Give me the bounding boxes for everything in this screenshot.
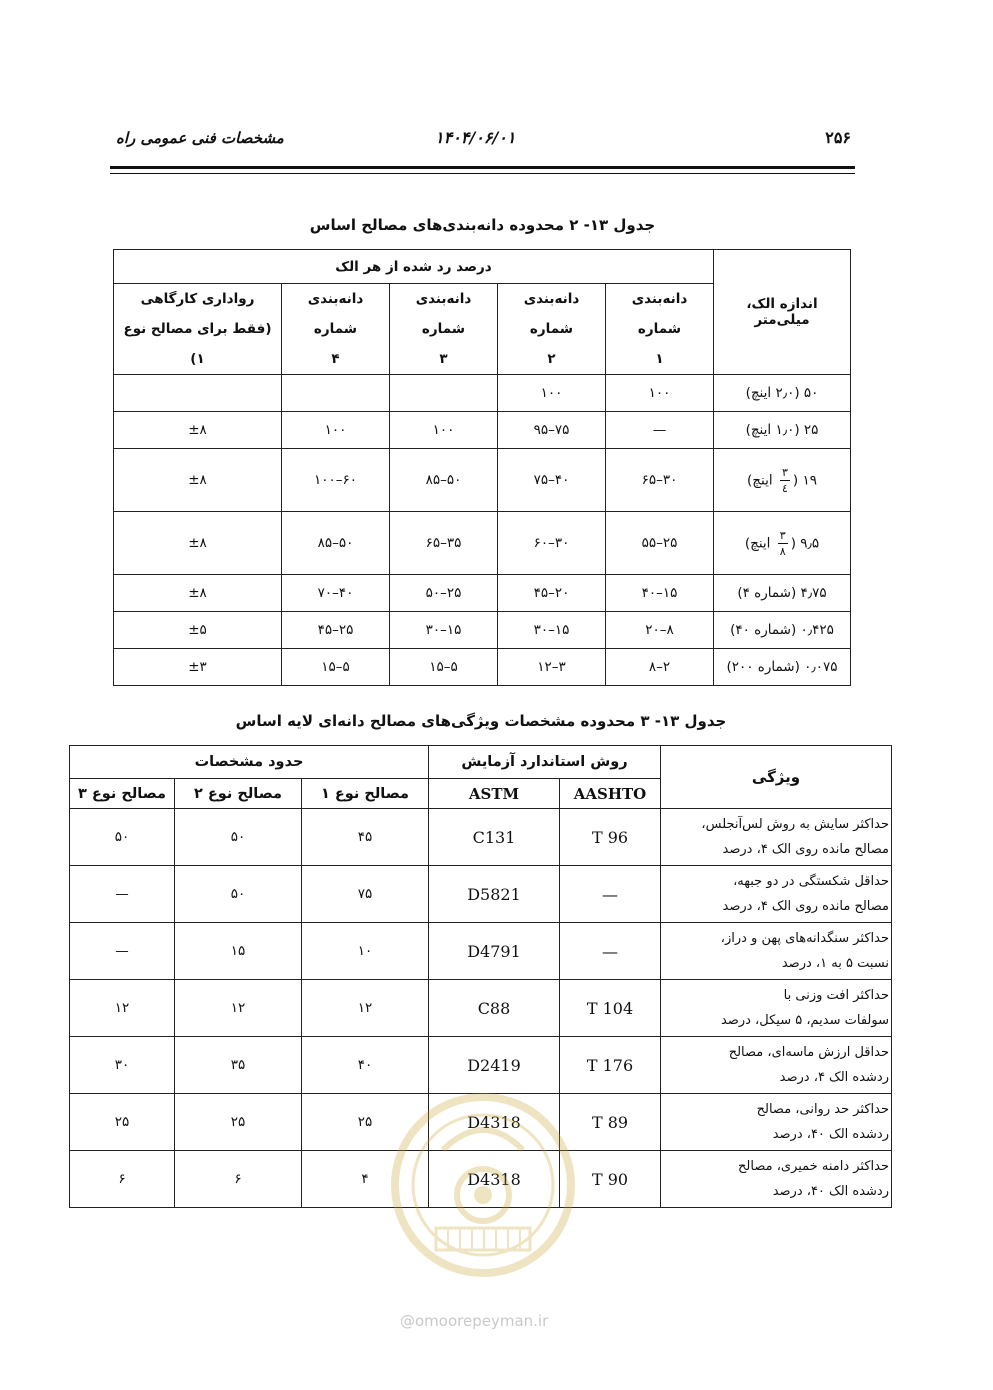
cell-astm: D4318	[429, 1094, 560, 1151]
cell-type2: ۱۵	[175, 923, 302, 980]
cell-grading-3: ۵–۱۵	[390, 649, 498, 686]
header-grading-3: دانه‌بندی شماره ۳	[390, 284, 498, 375]
cell-aashto: T 89	[560, 1094, 661, 1151]
cell-grading-4: ۱۰۰	[282, 412, 390, 449]
cell-type3: ۵۰	[70, 809, 175, 866]
cell-sieve: ۰٫۰۷۵ (شماره ۲۰۰)	[714, 649, 851, 686]
table-row	[70, 1094, 892, 1151]
cell-type3: ۶	[70, 1151, 175, 1208]
header-sieve-size: اندازه الک، میلی‌متر	[714, 250, 851, 375]
cell-property: حداقل شکستگی در دو جبهه، مصالح مانده روی الک ۴، درصد	[661, 866, 892, 923]
cell-grading-4: ۵–۱۵	[282, 649, 390, 686]
cell-grading-3: ۱۰۰	[390, 412, 498, 449]
cell-grading-2: ۷۵–۹۵	[498, 412, 606, 449]
header-grading-4: دانه‌بندی شماره ۴	[282, 284, 390, 375]
cell-type3: —	[70, 866, 175, 923]
cell-tolerance	[114, 375, 282, 412]
cell-type1: ۱۰	[302, 923, 429, 980]
properties-table	[69, 745, 892, 1208]
cell-grading-1: ۸–۲۰	[606, 612, 714, 649]
cell-property: حداکثر دامنه خمیری، مصالح ردشده الک ۴۰، درصد	[661, 1151, 892, 1208]
cell-grading-2: ۳–۱۲	[498, 649, 606, 686]
cell-aashto: T 96	[560, 809, 661, 866]
table-row	[114, 575, 851, 612]
cell-astm: C88	[429, 980, 560, 1037]
cell-tolerance: ±۸	[114, 449, 282, 512]
cell-type2: ۵۰	[175, 866, 302, 923]
table-row	[114, 412, 851, 449]
cell-grading-1: ۱۰۰	[606, 375, 714, 412]
grading-table	[113, 249, 851, 686]
cell-grading-4: ۶۰–۱۰۰	[282, 449, 390, 512]
table2-caption: جدول ۱۳- ۳ محدوده مشخصات ویژگی‌های مصالح دانه‌ای لایه اساس	[235, 712, 727, 730]
table-row	[70, 980, 892, 1037]
cell-sieve: ۱۹ ( $\frac{۳}{٤}$ اینچ)	[714, 449, 851, 512]
cell-grading-3: ۵۰–۸۵	[390, 449, 498, 512]
table-row	[114, 512, 851, 575]
table-row	[70, 809, 892, 866]
cell-grading-3: ۱۵–۳۰	[390, 612, 498, 649]
cell-type1: ۲۵	[302, 1094, 429, 1151]
table-row	[114, 612, 851, 649]
cell-property: حداکثر سنگدانه‌های پهن و دراز، نسبت ۵ به ۱، درصد	[661, 923, 892, 980]
page-header	[110, 126, 855, 156]
cell-type1: ۷۵	[302, 866, 429, 923]
cell-grading-2: ۱۰۰	[498, 375, 606, 412]
header-test-method: روش استاندارد آزمایش	[429, 746, 661, 779]
cell-type3: ۲۵	[70, 1094, 175, 1151]
cell-grading-2: ۲۰–۴۵	[498, 575, 606, 612]
header-property: ویژگی	[661, 746, 892, 809]
cell-type1: ۴۵	[302, 809, 429, 866]
cell-type3: ۱۲	[70, 980, 175, 1037]
header-aashto: AASHTO	[560, 779, 661, 809]
cell-type2: ۵۰	[175, 809, 302, 866]
header-type1: مصالح نوع ۱	[302, 779, 429, 809]
cell-grading-1: ۲۵–۵۵	[606, 512, 714, 575]
cell-astm: C131	[429, 809, 560, 866]
cell-grading-4: ۵۰–۸۵	[282, 512, 390, 575]
table-row	[114, 449, 851, 512]
cell-grading-1: ۲–۸	[606, 649, 714, 686]
watermark-text: @omoorepeyman.ir	[400, 1312, 549, 1330]
document-title: مشخصات فنی عمومی راه	[116, 129, 284, 147]
cell-sieve: ۲۵ (۱٫۰ اینچ)	[714, 412, 851, 449]
header-type2: مصالح نوع ۲	[175, 779, 302, 809]
cell-grading-1: ۱۵–۴۰	[606, 575, 714, 612]
table-row	[70, 866, 892, 923]
cell-sieve: ۹٫۵ ( $\frac{۳}{۸}$ اینچ)	[714, 512, 851, 575]
cell-type2: ۳۵	[175, 1037, 302, 1094]
cell-sieve: ۰٫۴۲۵ (شماره ۴۰)	[714, 612, 851, 649]
cell-grading-3: ۲۵–۵۰	[390, 575, 498, 612]
table-row	[114, 649, 851, 686]
table-row	[114, 375, 851, 412]
cell-type3: —	[70, 923, 175, 980]
cell-property: حداقل ارزش ماسه‌ای، مصالح ردشده الک ۴، درصد	[661, 1037, 892, 1094]
document-date: ۱۴۰۴/۰۶/۰۱	[435, 128, 516, 147]
cell-type2: ۲۵	[175, 1094, 302, 1151]
cell-type3: ۳۰	[70, 1037, 175, 1094]
cell-tolerance: ±۸	[114, 512, 282, 575]
cell-type1: ۴	[302, 1151, 429, 1208]
cell-property: حداکثر سایش به روش لس‌آنجلس، مصالح مانده روی الک ۴، درصد	[661, 809, 892, 866]
cell-sieve: ۵۰ (۲٫۰ اینچ)	[714, 375, 851, 412]
header-spec-limits: حدود مشخصات	[70, 746, 429, 779]
cell-grading-1: ۳۰–۶۵	[606, 449, 714, 512]
header-type3: مصالح نوع ۳	[70, 779, 175, 809]
header-grading-2: دانه‌بندی شماره ۲	[498, 284, 606, 375]
cell-type1: ۱۲	[302, 980, 429, 1037]
cell-aashto: T 104	[560, 980, 661, 1037]
cell-type1: ۴۰	[302, 1037, 429, 1094]
page-number: ۲۵۶	[825, 128, 851, 147]
table-row	[70, 923, 892, 980]
cell-tolerance: ±۸	[114, 575, 282, 612]
cell-astm: D2419	[429, 1037, 560, 1094]
header-grading-1: دانه‌بندی شماره ۱	[606, 284, 714, 375]
cell-aashto: T 176	[560, 1037, 661, 1094]
cell-tolerance: ±۳	[114, 649, 282, 686]
header-rule-thin	[110, 173, 855, 174]
table-row	[70, 1037, 892, 1094]
cell-grading-4: ۲۵–۴۵	[282, 612, 390, 649]
cell-type2: ۶	[175, 1151, 302, 1208]
cell-type2: ۱۲	[175, 980, 302, 1037]
cell-astm: D4791	[429, 923, 560, 980]
cell-property: حداکثر افت وزنی با سولفات سدیم، ۵ سیکل، درصد	[661, 980, 892, 1037]
cell-grading-4	[282, 375, 390, 412]
cell-aashto: T 90	[560, 1151, 661, 1208]
cell-tolerance: ±۸	[114, 412, 282, 449]
cell-tolerance: ±۵	[114, 612, 282, 649]
cell-grading-2: ۳۰–۶۰	[498, 512, 606, 575]
cell-aashto: —	[560, 923, 661, 980]
header-tolerance: رواداری کارگاهی (فقط برای مصالح نوع ۱)	[114, 284, 282, 375]
cell-property: حداکثر حد روانی، مصالح ردشده الک ۴۰، درصد	[661, 1094, 892, 1151]
cell-grading-4: ۴۰–۷۰	[282, 575, 390, 612]
header-rule-thick	[110, 166, 855, 169]
cell-grading-2: ۱۵–۳۰	[498, 612, 606, 649]
cell-astm: D4318	[429, 1151, 560, 1208]
table1-caption: جدول ۱۳- ۲ محدوده دانه‌بندی‌های مصالح اساس	[309, 216, 656, 234]
cell-sieve: ۴٫۷۵ (شماره ۴)	[714, 575, 851, 612]
table-row	[70, 1151, 892, 1208]
header-percent-passing: درصد رد شده از هر الک	[114, 250, 714, 284]
cell-aashto: —	[560, 866, 661, 923]
cell-grading-3: ۳۵–۶۵	[390, 512, 498, 575]
header-astm: ASTM	[429, 779, 560, 809]
fraction: $\frac{۳}{۸}$	[778, 530, 788, 557]
cell-grading-1: —	[606, 412, 714, 449]
cell-grading-3	[390, 375, 498, 412]
cell-astm: D5821	[429, 866, 560, 923]
fraction: $\frac{۳}{٤}$	[780, 467, 790, 494]
cell-grading-2: ۴۰–۷۵	[498, 449, 606, 512]
